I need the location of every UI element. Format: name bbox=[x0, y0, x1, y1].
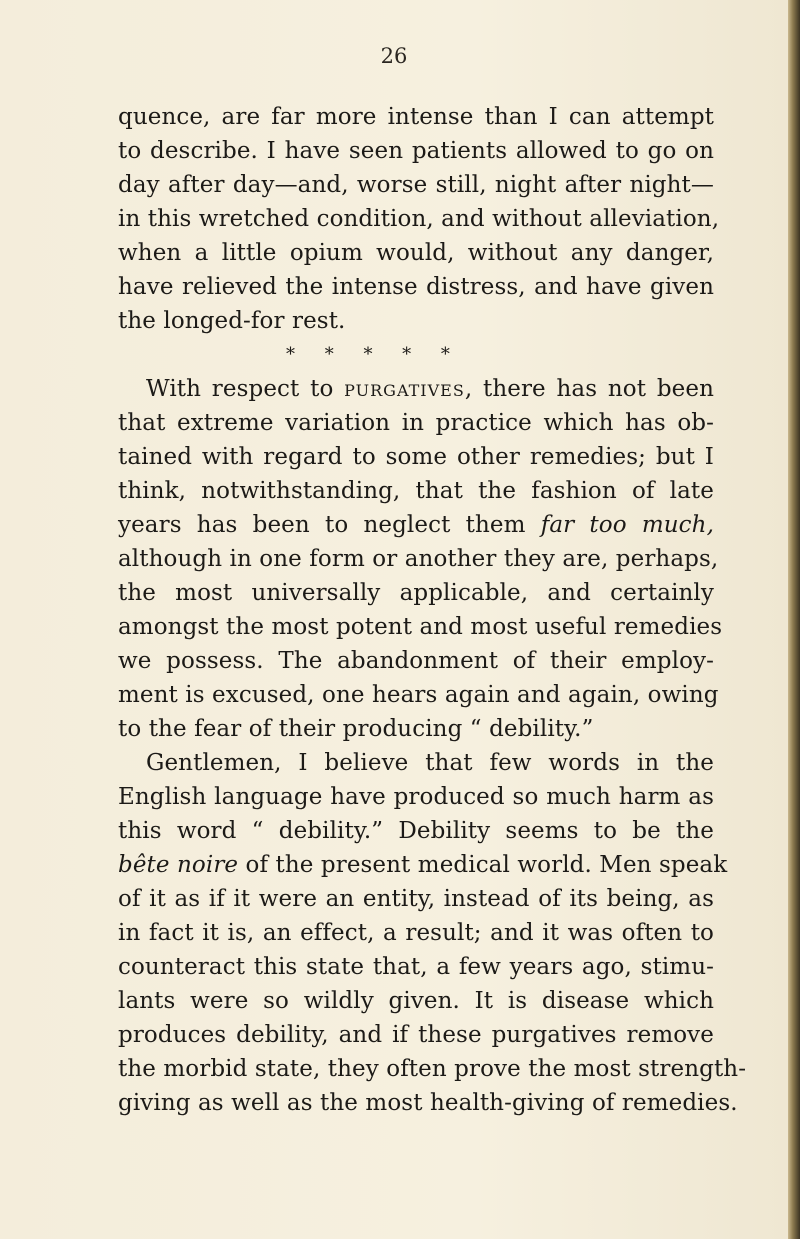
text-line: that extreme variation in practice which has ob- bbox=[118, 410, 714, 436]
text-span: , there has not been bbox=[464, 376, 714, 402]
text-line: of it as if it were an entity, instead of its being, as bbox=[118, 886, 714, 912]
paragraph-debility bbox=[118, 746, 747, 1120]
italic-phrase: bête noire bbox=[118, 852, 239, 878]
small-caps-term: purgatives bbox=[344, 376, 465, 402]
text-line: Gentlemen, I believe that few words in the bbox=[146, 750, 714, 776]
text-line: the longed-for rest. bbox=[118, 308, 346, 334]
text-line: to the fear of their producing “ debility.” bbox=[118, 716, 594, 742]
text-line: day after day—and, worse still, night after night— bbox=[118, 172, 714, 198]
text-line bbox=[118, 372, 714, 406]
text-line bbox=[118, 508, 714, 542]
text-line: we possess. The abandonment of their employ- bbox=[118, 648, 714, 674]
text-line: this word “ debility.” Debility seems to be the bbox=[118, 818, 714, 844]
section-separator: * * * * * bbox=[286, 344, 450, 365]
text-span: of the present medical world. Men speak bbox=[245, 852, 728, 878]
text-line: in fact it is, an effect, a result; and it was often to bbox=[118, 920, 714, 946]
page-binding-edge bbox=[788, 0, 800, 1239]
text-line bbox=[118, 848, 728, 882]
text-line: English language have produced so much harm as bbox=[118, 784, 714, 810]
text-line: giving as well as the most health-giving of remedies. bbox=[118, 1090, 738, 1116]
text-line: think, notwithstanding, that the fashion of late bbox=[118, 478, 714, 504]
text-line: when a little opium would, without any danger, bbox=[118, 240, 714, 266]
text-line: quence, are far more intense than I can attempt bbox=[118, 104, 714, 130]
text-span: With respect to bbox=[146, 376, 334, 402]
text-line: in this wretched condition, and without alleviation, bbox=[118, 206, 720, 232]
paragraph-purgatives bbox=[118, 372, 723, 746]
paragraph-opium bbox=[118, 100, 720, 338]
text-line: the morbid state, they often prove the most strength- bbox=[118, 1056, 747, 1082]
italic-phrase: far too much, bbox=[540, 512, 714, 538]
text-line: ment is excused, one hears again and again, owing bbox=[118, 682, 719, 708]
text-line: the most universally applicable, and certainly bbox=[118, 580, 714, 606]
body-text bbox=[118, 100, 747, 1120]
page-number: 26 bbox=[380, 44, 408, 68]
text-line: tained with regard to some other remedies; but I bbox=[118, 444, 714, 470]
text-line: amongst the most potent and most useful remedies bbox=[118, 614, 723, 640]
text-line: to describe. I have seen patients allowed to go on bbox=[118, 138, 714, 164]
text-line: lants were so wildly given. It is disease which bbox=[118, 988, 714, 1014]
text-span: years has been to neglect them bbox=[118, 512, 526, 538]
text-line: counteract this state that, a few years ago, stimu- bbox=[118, 954, 714, 980]
text-line: have relieved the intense distress, and have given bbox=[118, 274, 714, 300]
text-line: although in one form or another they are, perhaps, bbox=[118, 546, 719, 572]
text-line: produces debility, and if these purgatives remove bbox=[118, 1022, 714, 1048]
